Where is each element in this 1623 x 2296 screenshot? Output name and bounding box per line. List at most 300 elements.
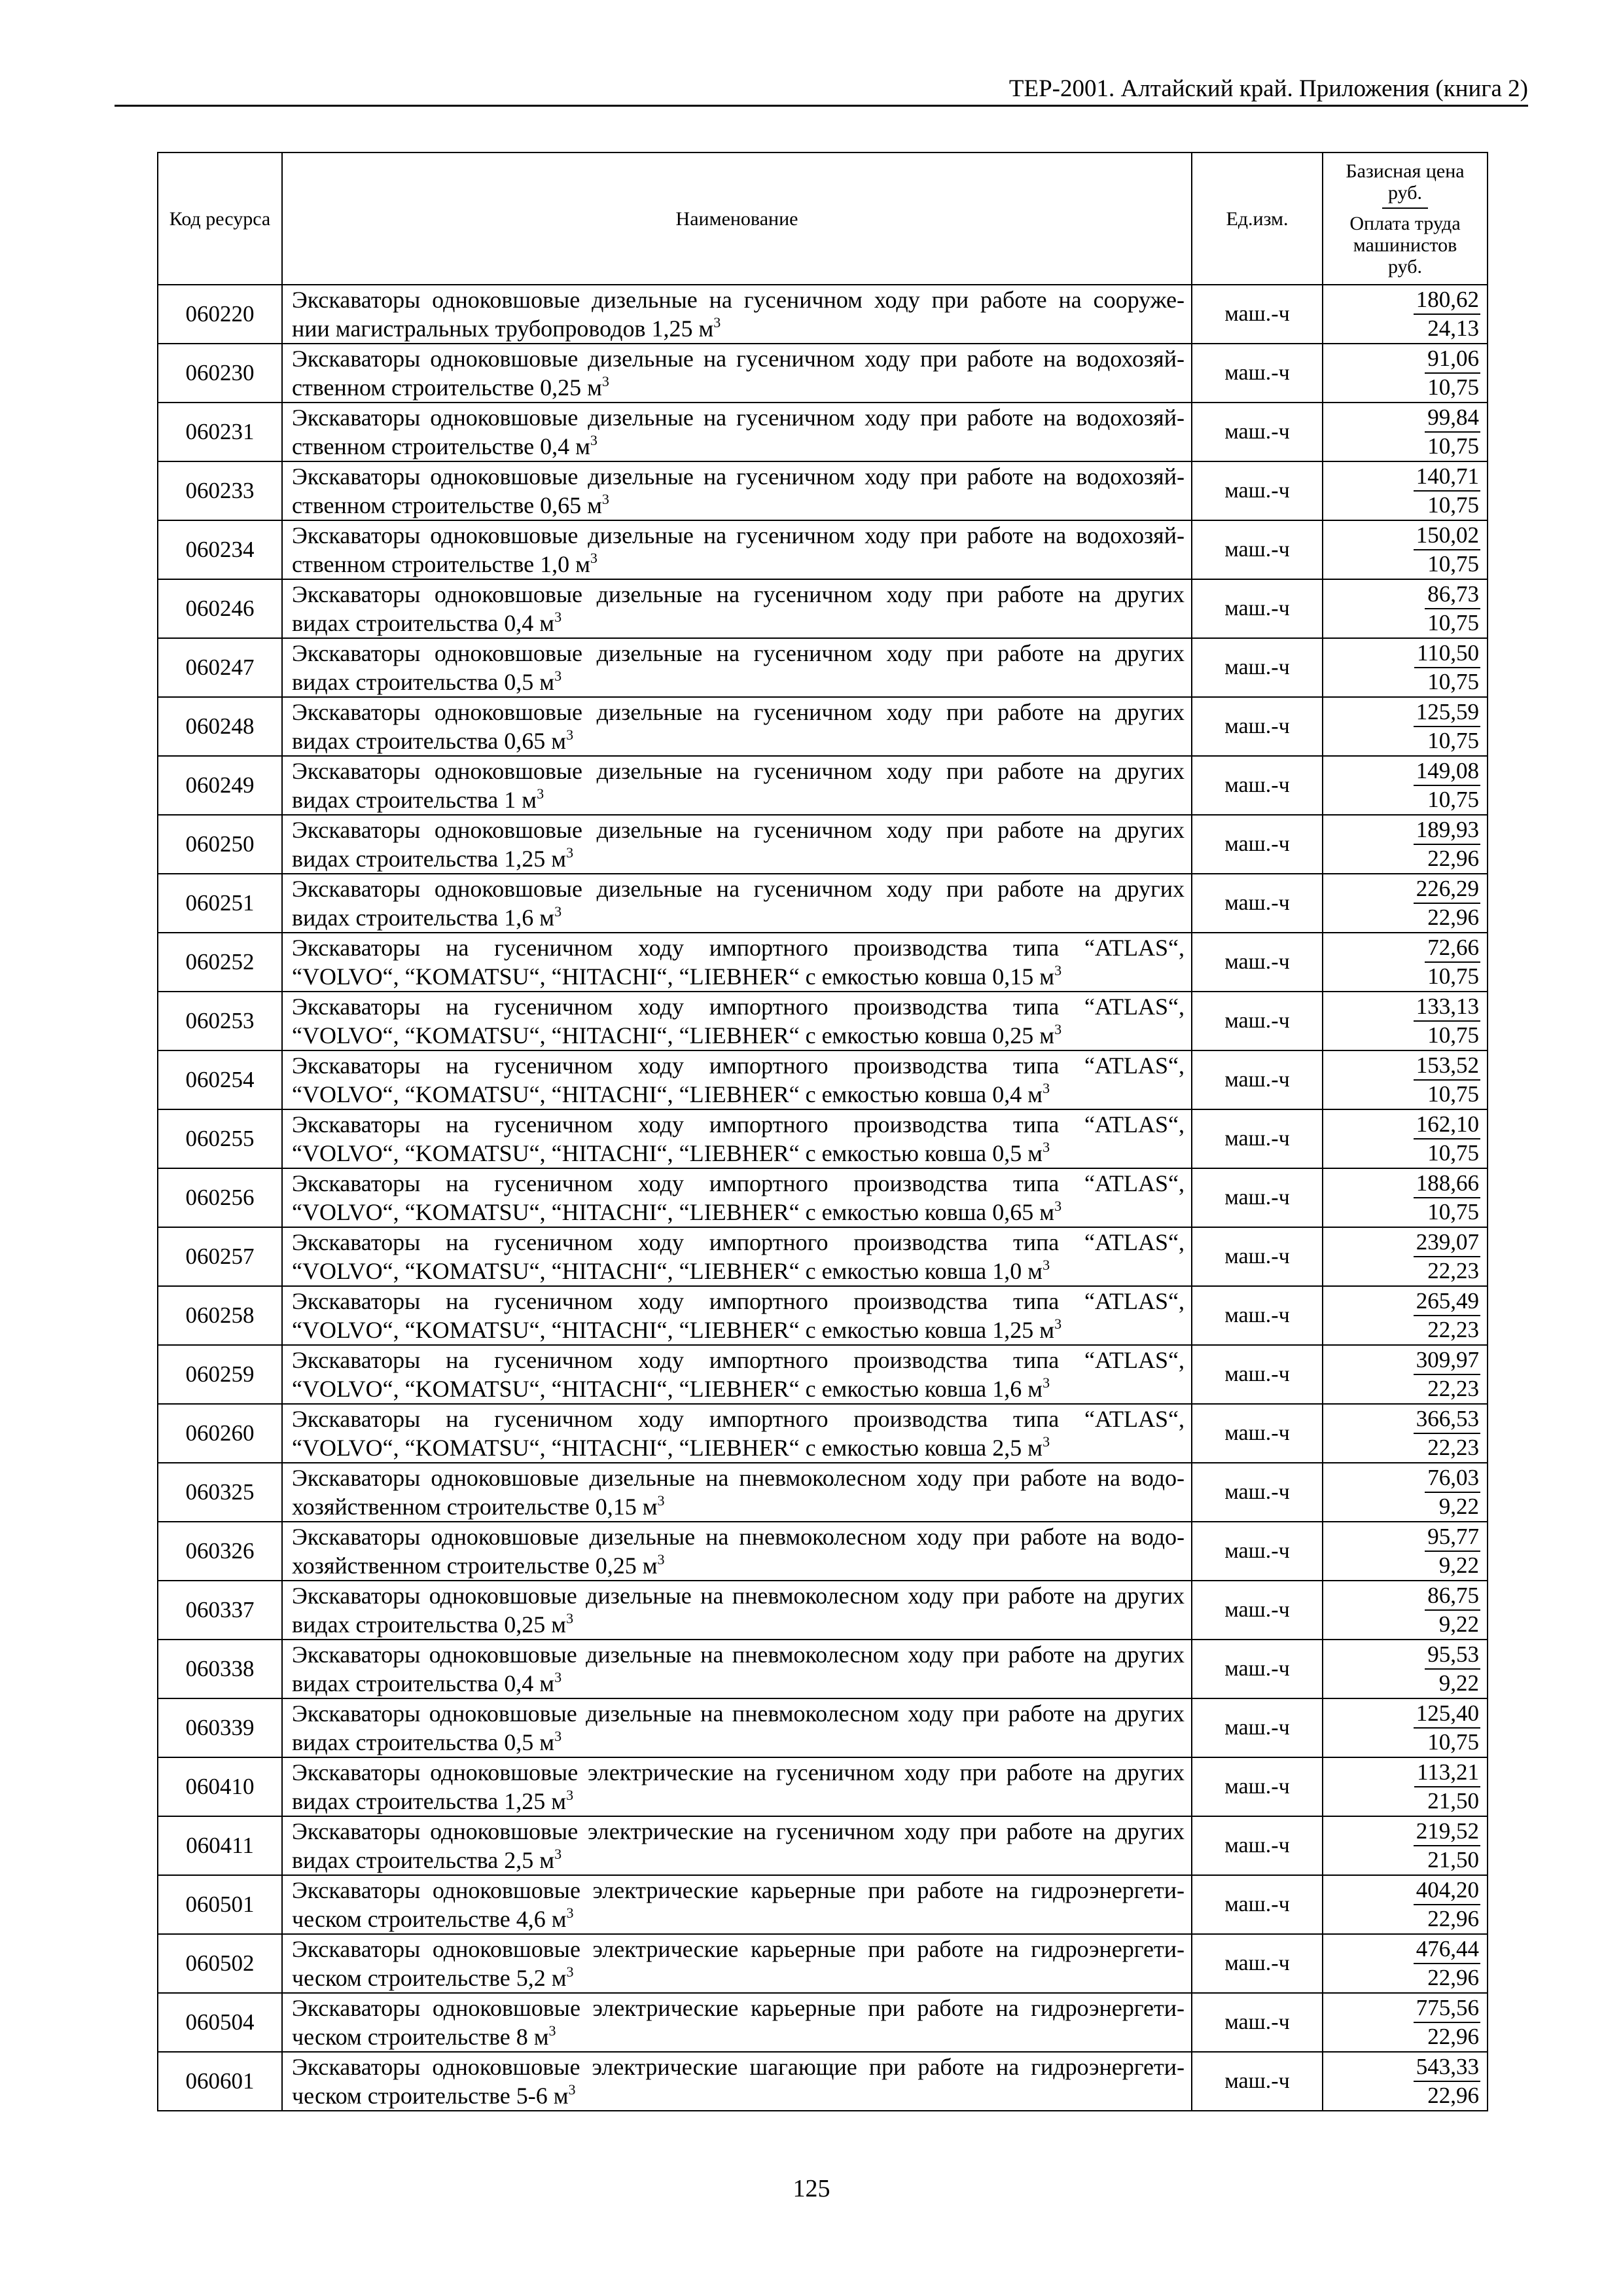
table-row (158, 1581, 1488, 1640)
resource-code: 060252 (158, 933, 282, 992)
resource-name-line1: Экскаваторы на гусеничном ходу импортного производства типа “ATLAS“, (292, 1406, 1185, 1432)
table-row (158, 815, 1488, 874)
unit-exponent: 3 (566, 1787, 574, 1803)
operator-labor-cost: 24,13 (1427, 315, 1479, 341)
header-price-labor: Оплата труда машинистов руб. (1349, 212, 1461, 278)
table-row (158, 697, 1488, 756)
unit-exponent: 3 (566, 844, 574, 861)
operator-labor-cost: 10,75 (1427, 1729, 1479, 1755)
base-price: 180,62 (1414, 286, 1480, 315)
unit-exponent: 3 (590, 432, 597, 448)
resource-name-line1: Экскаваторы одноковшовые дизельные на гусеничном ходу при работе на других (292, 699, 1185, 725)
base-price: 219,52 (1414, 1818, 1480, 1846)
resource-code: 060253 (158, 992, 282, 1050)
table-row (158, 520, 1488, 579)
price-cell (1323, 1581, 1488, 1640)
operator-labor-cost: 10,75 (1427, 492, 1479, 518)
resource-name-line2-text: ственном строительстве 0,65 м (292, 492, 602, 518)
resource-name-line1: Экскаваторы на гусеничном ходу импортного производства типа “ATLAS“, (292, 994, 1185, 1020)
resource-code: 060251 (158, 874, 282, 933)
resource-name-line2 (292, 668, 1185, 696)
price-fraction (1414, 1759, 1480, 1815)
resource-name-line2-text: ческом строительстве 8 м (292, 2024, 549, 2050)
resource-name-line1: Экскаваторы на гусеничном ходу импортного производства типа “ATLAS“, (292, 935, 1185, 961)
resource-name-line1: Экскаваторы на гусеничном ходу импортного производства типа “ATLAS“, (292, 1170, 1185, 1196)
unit-of-measure: маш.-ч (1192, 874, 1323, 933)
resource-name-line2 (292, 1610, 1185, 1639)
resource-name (282, 1993, 1192, 2052)
unit-exponent: 3 (657, 1551, 665, 1568)
resource-code: 060257 (158, 1227, 282, 1286)
resource-name-line2-text: видах строительства 0,4 м (292, 1670, 555, 1696)
resource-name-line1: Экскаваторы одноковшовые электрические карьерные при работе на гидроэнергети- (292, 1995, 1185, 2021)
resource-name-line2 (292, 903, 1185, 932)
base-price: 265,49 (1414, 1287, 1480, 1316)
unit-exponent: 3 (554, 609, 562, 625)
table-row (158, 1934, 1488, 1993)
operator-labor-cost: 22,23 (1427, 1317, 1479, 1342)
resource-name (282, 697, 1192, 756)
resource-name (282, 1816, 1192, 1875)
resource-name-line2-text: хозяйственном строительстве 0,25 м (292, 1552, 658, 1579)
price-fraction (1425, 581, 1480, 637)
resource-name-line1: Экскаваторы на гусеничном ходу импортного производства типа “ATLAS“, (292, 1347, 1185, 1373)
unit-of-measure: маш.-ч (1192, 1404, 1323, 1463)
table-row (158, 1993, 1488, 2052)
base-price: 125,59 (1414, 698, 1480, 727)
resource-name-line2-text: “VOLVO“, “KOMATSU“, “HITACHI“, “LIEBHER“ с емкостью ковша 1,6 м (292, 1376, 1043, 1402)
resource-name-line2 (292, 1433, 1185, 1462)
resource-code: 060256 (158, 1168, 282, 1227)
resource-name (282, 1698, 1192, 1757)
unit-of-measure: маш.-ч (1192, 579, 1323, 638)
resource-name (282, 1050, 1192, 1109)
resource-name-line2-text: видах строительства 0,5 м (292, 1729, 555, 1755)
resource-name-line2 (292, 314, 1185, 343)
unit-of-measure: маш.-ч (1192, 520, 1323, 579)
unit-of-measure: маш.-ч (1192, 1757, 1323, 1816)
resource-code: 060250 (158, 815, 282, 874)
unit-exponent: 3 (568, 2081, 576, 2098)
unit-of-measure: маш.-ч (1192, 756, 1323, 815)
resource-name-line2 (292, 1492, 1185, 1521)
price-cell (1323, 992, 1488, 1050)
resource-name-line1: Экскаваторы одноковшовые дизельные на гусеничном ходу при работе на водохозяй- (292, 346, 1185, 372)
resource-code: 060337 (158, 1581, 282, 1640)
resource-name (282, 1227, 1192, 1286)
resource-name-line2 (292, 1846, 1185, 1874)
base-price: 188,66 (1414, 1170, 1480, 1198)
table-row (158, 992, 1488, 1050)
operator-labor-cost: 21,50 (1427, 1788, 1479, 1814)
resource-name-line2-text: ственном строительстве 0,25 м (292, 374, 602, 401)
table-body (158, 285, 1488, 2111)
unit-exponent: 3 (554, 1669, 562, 1685)
base-price: 309,97 (1414, 1346, 1480, 1375)
resource-name (282, 1109, 1192, 1168)
table-row (158, 1816, 1488, 1875)
operator-labor-cost: 10,75 (1427, 669, 1479, 694)
unit-exponent: 3 (566, 1610, 574, 1626)
table-row (158, 638, 1488, 697)
resource-name (282, 1522, 1192, 1581)
resource-name-line1: Экскаваторы одноковшовые дизельные на гусеничном ходу при работе на сооруже- (292, 287, 1185, 313)
price-fraction (1414, 698, 1480, 755)
price-cell (1323, 403, 1488, 461)
table-row (158, 1286, 1488, 1345)
base-price: 476,44 (1414, 1935, 1480, 1964)
resource-code: 060231 (158, 403, 282, 461)
resource-name-line2 (292, 2081, 1185, 2110)
resource-code: 060246 (158, 579, 282, 638)
resource-name-line2 (292, 1905, 1185, 1933)
table-row (158, 1640, 1488, 1698)
unit-of-measure: маш.-ч (1192, 403, 1323, 461)
resource-name (282, 403, 1192, 461)
resource-code: 060601 (158, 2052, 282, 2111)
resource-code: 060255 (158, 1109, 282, 1168)
resource-name (282, 1934, 1192, 1993)
resource-name (282, 520, 1192, 579)
header-price-base: Базисная цена руб. (1346, 160, 1465, 204)
base-price: 543,33 (1414, 2053, 1480, 2082)
unit-exponent: 3 (1043, 1374, 1050, 1391)
table-row (158, 1345, 1488, 1404)
table-row (158, 933, 1488, 992)
base-price: 72,66 (1425, 934, 1480, 963)
base-price: 366,53 (1414, 1405, 1480, 1434)
price-cell (1323, 1816, 1488, 1875)
price-fraction (1414, 875, 1480, 931)
price-fraction (1414, 286, 1480, 342)
resource-code: 060504 (158, 1993, 282, 2052)
price-cell (1323, 874, 1488, 933)
resource-code: 060502 (158, 1934, 282, 1993)
resource-name-line2 (292, 2022, 1185, 2051)
resource-name-line1: Экскаваторы одноковшовые электрические на гусеничном ходу при работе на других (292, 1818, 1185, 1844)
unit-exponent: 3 (590, 550, 597, 566)
table-row (158, 1168, 1488, 1227)
resource-name-line2 (292, 726, 1185, 755)
table-row (158, 1109, 1488, 1168)
table-row (158, 756, 1488, 815)
table-row (158, 1404, 1488, 1463)
resource-code: 060247 (158, 638, 282, 697)
unit-of-measure: маш.-ч (1192, 1050, 1323, 1109)
table-row (158, 1463, 1488, 1522)
price-fraction (1414, 1876, 1480, 1933)
unit-of-measure: маш.-ч (1192, 1522, 1323, 1581)
operator-labor-cost: 10,75 (1427, 1140, 1479, 1166)
resource-name (282, 1345, 1192, 1404)
price-cell (1323, 579, 1488, 638)
resource-name-line2 (292, 785, 1185, 814)
base-price: 95,77 (1425, 1523, 1480, 1552)
unit-of-measure: маш.-ч (1192, 2052, 1323, 2111)
price-cell (1323, 1227, 1488, 1286)
header-name: Наименование (282, 152, 1192, 285)
resource-code: 060260 (158, 1404, 282, 1463)
unit-exponent: 3 (548, 2022, 556, 2039)
price-fraction (1414, 1170, 1480, 1226)
resource-name-line2 (292, 1728, 1185, 1757)
table-row (158, 1698, 1488, 1757)
resource-name-line2-text: “VOLVO“, “KOMATSU“, “HITACHI“, “LIEBHER“ с емкостью ковша 2,5 м (292, 1435, 1043, 1461)
resource-name-line2-text: “VOLVO“, “KOMATSU“, “HITACHI“, “LIEBHER“ с емкостью ковша 0,5 м (292, 1140, 1043, 1166)
resource-name-line2-text: видах строительства 1 м (292, 787, 537, 813)
price-fraction (1414, 816, 1480, 872)
price-fraction (1414, 522, 1480, 578)
price-cell (1323, 1404, 1488, 1463)
unit-exponent: 3 (1043, 1257, 1050, 1273)
header-price (1323, 152, 1488, 285)
operator-labor-cost: 10,75 (1427, 551, 1479, 577)
resource-name-line1: Экскаваторы одноковшовые электрические на гусеничном ходу при работе на других (292, 1759, 1185, 1785)
operator-labor-cost: 10,75 (1427, 610, 1479, 636)
resource-name-line1: Экскаваторы на гусеничном ходу импортного производства типа “ATLAS“, (292, 1111, 1185, 1138)
price-cell (1323, 1640, 1488, 1698)
operator-labor-cost: 22,96 (1427, 846, 1479, 871)
unit-exponent: 3 (554, 903, 562, 920)
resource-name-line2 (292, 550, 1185, 579)
operator-labor-cost: 22,23 (1427, 1435, 1479, 1460)
resource-name-line2-text: видах строительства 1,6 м (292, 905, 555, 931)
resource-name-line2 (292, 1964, 1185, 1992)
price-cell (1323, 520, 1488, 579)
table-row (158, 1875, 1488, 1934)
operator-labor-cost: 10,75 (1427, 433, 1479, 459)
base-price: 153,52 (1414, 1052, 1480, 1081)
unit-exponent: 3 (566, 726, 574, 743)
resource-name-line2-text: “VOLVO“, “KOMATSU“, “HITACHI“, “LIEBHER“ с емкостью ковша 1,0 м (292, 1258, 1043, 1284)
resource-name-line2 (292, 1787, 1185, 1816)
header-code: Код ресурса (158, 152, 282, 285)
resource-code: 060411 (158, 1816, 282, 1875)
price-cell (1323, 344, 1488, 403)
unit-of-measure: маш.-ч (1192, 1640, 1323, 1698)
resource-name-line1: Экскаваторы одноковшовые дизельные на гусеничном ходу при работе на других (292, 758, 1185, 784)
base-price: 150,02 (1414, 522, 1480, 550)
resource-name-line2 (292, 1198, 1185, 1227)
unit-of-measure: маш.-ч (1192, 697, 1323, 756)
base-price: 86,75 (1425, 1582, 1480, 1611)
resource-name (282, 874, 1192, 933)
price-fraction (1414, 757, 1480, 814)
price-fraction (1414, 2053, 1480, 2109)
operator-labor-cost: 22,96 (1427, 1965, 1479, 1990)
table-row (158, 1050, 1488, 1109)
resource-name (282, 1757, 1192, 1816)
resource-name (282, 1640, 1192, 1698)
resource-name-line2-text: “VOLVO“, “KOMATSU“, “HITACHI“, “LIEBHER“ с емкостью ковша 0,4 м (292, 1081, 1043, 1107)
resource-name-line2 (292, 1316, 1185, 1344)
resource-name-line2-text: “VOLVO“, “KOMATSU“, “HITACHI“, “LIEBHER“ с емкостью ковша 0,65 м (292, 1199, 1055, 1225)
price-fraction (1414, 1935, 1480, 1992)
resource-name (282, 1168, 1192, 1227)
resource-name (282, 1581, 1192, 1640)
resource-name-line2-text: “VOLVO“, “KOMATSU“, “HITACHI“, “LIEBHER“ с емкостью ковша 0,15 м (292, 963, 1055, 990)
resource-name-line2-text: видах строительства 2,5 м (292, 1847, 555, 1873)
resource-name-line2 (292, 1080, 1185, 1109)
table-row (158, 461, 1488, 520)
unit-exponent: 3 (1043, 1139, 1050, 1155)
resource-code: 060249 (158, 756, 282, 815)
resource-name-line1: Экскаваторы одноковшовые дизельные на пневмоколесном ходу при работе на других (292, 1583, 1185, 1609)
price-fraction (1425, 1464, 1480, 1520)
resource-name-line1: Экскаваторы одноковшовые дизельные на гусеничном ходу при работе на водохозяй- (292, 404, 1185, 431)
unit-of-measure: маш.-ч (1192, 815, 1323, 874)
resource-code: 060230 (158, 344, 282, 403)
price-fraction (1414, 1818, 1480, 1874)
operator-labor-cost: 22,96 (1427, 1906, 1479, 1931)
price-fraction (1414, 639, 1480, 696)
base-price: 113,21 (1414, 1759, 1480, 1787)
operator-labor-cost: 10,75 (1427, 374, 1479, 400)
resource-code: 060248 (158, 697, 282, 756)
resource-name (282, 933, 1192, 992)
resource-name-line1: Экскаваторы на гусеничном ходу импортного производства типа “ATLAS“, (292, 1288, 1185, 1314)
base-price: 226,29 (1414, 875, 1480, 904)
resource-name-line2-text: видах строительства 1,25 м (292, 1788, 567, 1814)
unit-exponent: 3 (713, 314, 721, 331)
resource-name-line2-text: видах строительства 0,4 м (292, 610, 555, 636)
price-cell (1323, 815, 1488, 874)
base-price: 404,20 (1414, 1876, 1480, 1905)
price-fraction (1414, 1287, 1480, 1344)
operator-labor-cost: 9,22 (1438, 1494, 1479, 1519)
price-fraction (1425, 1523, 1480, 1579)
price-fraction (1425, 1641, 1480, 1697)
operator-labor-cost: 10,75 (1427, 1022, 1479, 1048)
unit-of-measure: маш.-ч (1192, 1698, 1323, 1757)
price-fraction (1414, 1052, 1480, 1108)
resource-name-line2 (292, 962, 1185, 991)
base-price: 775,56 (1414, 1994, 1480, 2023)
price-cell (1323, 1345, 1488, 1404)
resource-code: 060410 (158, 1757, 282, 1816)
price-fraction (1414, 1405, 1480, 1462)
resource-name (282, 1875, 1192, 1934)
unit-of-measure: маш.-ч (1192, 1168, 1323, 1227)
resource-name (282, 638, 1192, 697)
resource-name-line2-text: хозяйственном строительстве 0,15 м (292, 1494, 658, 1520)
operator-labor-cost: 10,75 (1427, 1199, 1479, 1225)
resource-name-line2 (292, 1374, 1185, 1403)
price-cell (1323, 1168, 1488, 1227)
resource-name-line2-text: нии магистральных трубопроводов 1,25 м (292, 315, 714, 342)
resource-name-line2-text: видах строительства 0,25 м (292, 1611, 567, 1638)
price-fraction (1425, 1582, 1480, 1638)
resource-name-line2-text: ственном строительстве 1,0 м (292, 551, 590, 577)
unit-exponent: 3 (554, 1728, 562, 1744)
unit-exponent: 3 (554, 1846, 562, 1862)
unit-exponent: 3 (601, 491, 609, 507)
operator-labor-cost: 9,22 (1438, 1670, 1479, 1696)
resource-name-line1: Экскаваторы одноковшовые электрические карьерные при работе на гидроэнергети- (292, 1936, 1185, 1962)
resource-code: 060259 (158, 1345, 282, 1404)
operator-labor-cost: 9,22 (1438, 1552, 1479, 1578)
base-price: 162,10 (1414, 1111, 1480, 1139)
price-fraction (1425, 934, 1480, 990)
resource-name-line2-text: ственном строительстве 0,4 м (292, 433, 590, 459)
unit-of-measure: маш.-ч (1192, 933, 1323, 992)
base-price: 95,53 (1425, 1641, 1480, 1670)
unit-of-measure: маш.-ч (1192, 1816, 1323, 1875)
unit-of-measure: маш.-ч (1192, 992, 1323, 1050)
table-row (158, 1757, 1488, 1816)
page-header (115, 59, 1528, 107)
resource-name (282, 1404, 1192, 1463)
base-price: 149,08 (1414, 757, 1480, 786)
resource-name (282, 2052, 1192, 2111)
resource-name-line2-text: видах строительства 0,5 м (292, 669, 555, 695)
base-price: 189,93 (1414, 816, 1480, 845)
table-header-row (158, 152, 1488, 285)
resource-code: 060258 (158, 1286, 282, 1345)
price-fraction (1414, 1700, 1480, 1756)
unit-exponent: 3 (1054, 1316, 1062, 1332)
header-unit: Ед.изм. (1192, 152, 1323, 285)
resource-name-line2 (292, 609, 1185, 637)
price-cell (1323, 1934, 1488, 1993)
resource-code: 060338 (158, 1640, 282, 1698)
unit-exponent: 3 (537, 785, 544, 802)
price-cell (1323, 933, 1488, 992)
base-price: 133,13 (1414, 993, 1480, 1022)
resource-name-line2-text: ческом строительстве 5-6 м (292, 2083, 569, 2109)
unit-exponent: 3 (566, 1905, 574, 1921)
price-cell (1323, 2052, 1488, 2111)
resource-name-line1: Экскаваторы одноковшовые электрические шагающие при работе на гидроэнергети- (292, 2054, 1185, 2080)
unit-exponent: 3 (554, 668, 562, 684)
resource-name-line1: Экскаваторы одноковшовые дизельные на гусеничном ходу при работе на других (292, 581, 1185, 607)
resource-code: 060339 (158, 1698, 282, 1757)
operator-labor-cost: 9,22 (1438, 1611, 1479, 1637)
operator-labor-cost: 10,75 (1427, 728, 1479, 753)
resource-name-line1: Экскаваторы одноковшовые дизельные на гусеничном ходу при работе на других (292, 640, 1185, 666)
unit-of-measure: маш.-ч (1192, 344, 1323, 403)
resource-code: 060233 (158, 461, 282, 520)
document-title: ТЕР-2001. Алтайский край. Приложения (книга 2) (1008, 75, 1528, 102)
unit-of-measure: маш.-ч (1192, 1227, 1323, 1286)
unit-exponent: 3 (657, 1492, 665, 1509)
price-cell (1323, 1698, 1488, 1757)
price-cell (1323, 1109, 1488, 1168)
resource-code: 060501 (158, 1875, 282, 1934)
price-cell (1323, 1050, 1488, 1109)
price-fraction (1414, 1229, 1480, 1285)
unit-of-measure: маш.-ч (1192, 1109, 1323, 1168)
base-price: 239,07 (1414, 1229, 1480, 1257)
operator-labor-cost: 22,23 (1427, 1258, 1479, 1283)
resource-name-line2 (292, 432, 1185, 461)
resource-name (282, 285, 1192, 344)
unit-exponent: 3 (601, 373, 609, 389)
price-cell (1323, 697, 1488, 756)
price-fraction (1414, 1994, 1480, 2051)
price-fraction (1414, 463, 1480, 519)
resource-name-line1: Экскаваторы одноковшовые дизельные на пневмоколесном ходу при работе на водо- (292, 1465, 1185, 1491)
table-row (158, 2052, 1488, 2111)
price-fraction (1425, 404, 1480, 460)
operator-labor-cost: 21,50 (1427, 1847, 1479, 1873)
resource-name-line1: Экскаваторы одноковшовые дизельные на гусеничном ходу при работе на водохозяй- (292, 522, 1185, 548)
resource-name-line1: Экскаваторы одноковшовые дизельные на пневмоколесном ходу при работе на других (292, 1641, 1185, 1668)
price-cell (1323, 461, 1488, 520)
price-cell (1323, 285, 1488, 344)
unit-of-measure: маш.-ч (1192, 1463, 1323, 1522)
unit-exponent: 3 (1054, 1021, 1062, 1037)
